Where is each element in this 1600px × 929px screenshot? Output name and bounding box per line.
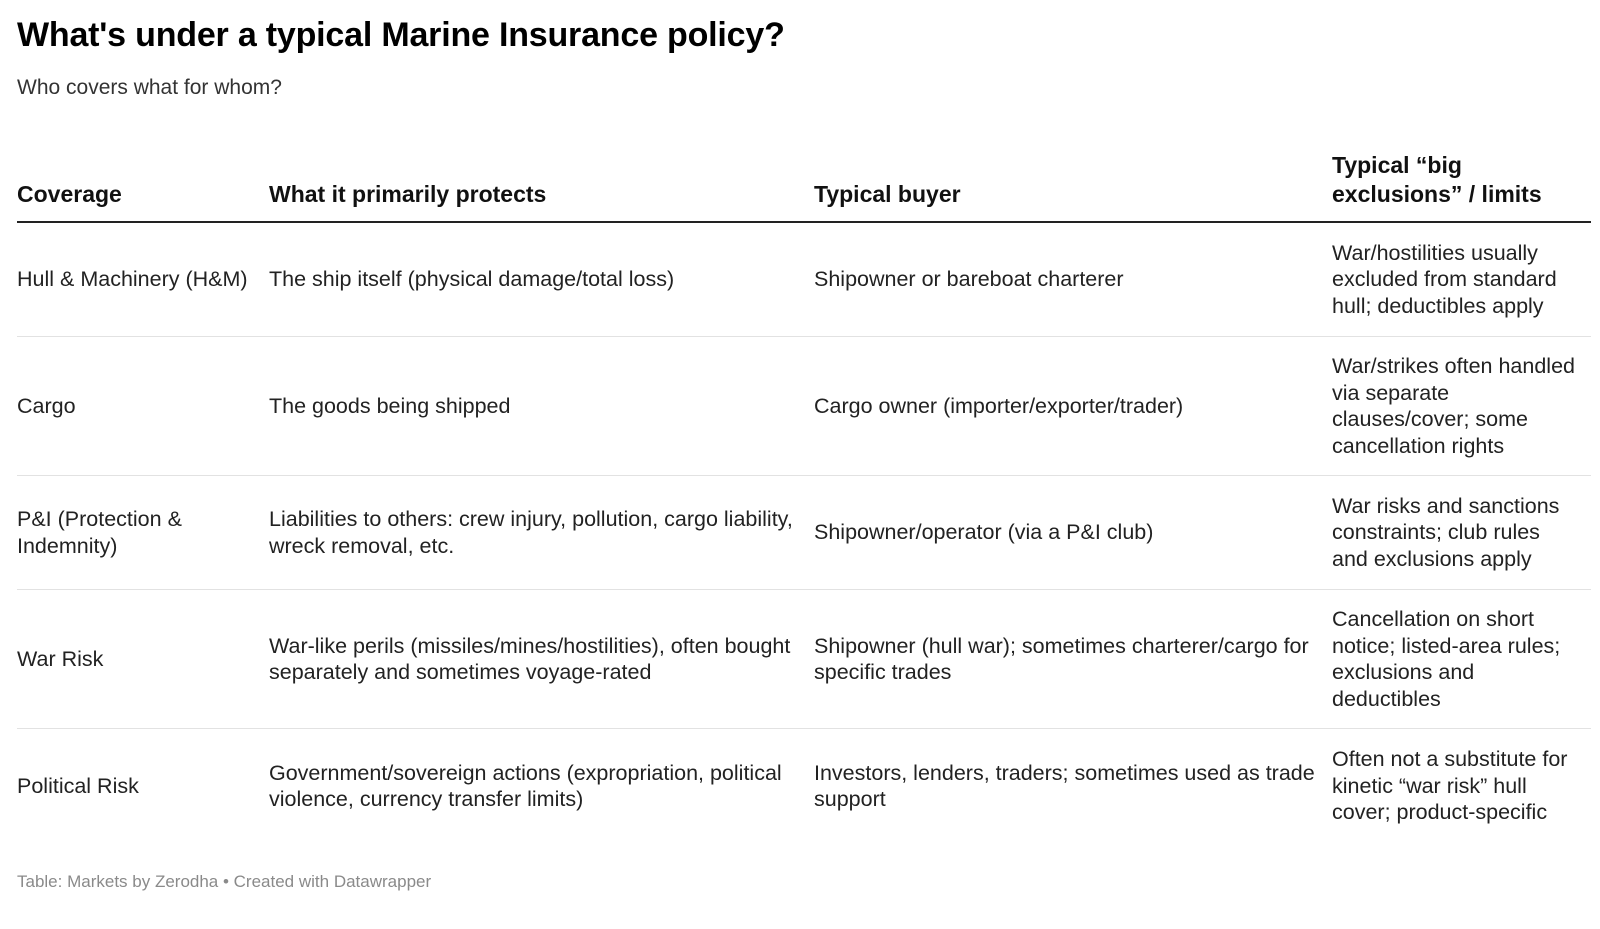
column-header-protects: What it primarily protects xyxy=(269,140,814,222)
column-header-coverage: Coverage xyxy=(17,140,269,222)
cell-exclusions: War/strikes often handled via separate clauses/cover; some cancellation rights xyxy=(1332,337,1591,476)
column-header-buyer: Typical buyer xyxy=(814,140,1332,222)
cell-buyer: Investors, lenders, traders; sometimes used as trade support xyxy=(814,760,1315,811)
page-title: What's under a typical Marine Insurance policy? xyxy=(17,16,785,54)
cell-buyer: Shipowner or bareboat charterer xyxy=(814,222,1332,337)
table-row xyxy=(17,222,1591,337)
table-row xyxy=(17,337,1591,476)
cell-protects: Liabilities to others: crew injury, pollution, cargo liability, wreck removal, etc. xyxy=(269,476,814,590)
page-subtitle: Who covers what for whom? xyxy=(17,76,282,99)
cell-buyer: Shipowner (hull war); sometimes charterer/cargo for specific trades xyxy=(814,590,1332,729)
cell-protects: Government/sovereign actions (expropriation, political violence, currency transfer limits) xyxy=(269,760,782,811)
table-row xyxy=(17,590,1591,729)
column-header-exclusions: Typical “big exclusions” / limits xyxy=(1332,140,1591,222)
cell-protects: The goods being shipped xyxy=(269,337,814,476)
cell-exclusions: War risks and sanctions constraints; club rules and exclusions apply xyxy=(1332,476,1591,590)
table-row xyxy=(17,476,1591,590)
cell-protects: War-like perils (missiles/mines/hostilities), often bought separately and sometimes voyage-rated xyxy=(269,590,814,729)
cell-coverage: War Risk xyxy=(17,590,269,729)
cell-coverage: Political Risk xyxy=(17,773,139,798)
cell-coverage: Cargo xyxy=(17,337,269,476)
cell-buyer: Shipowner/operator (via a P&I club) xyxy=(814,476,1332,590)
cell-exclusions: Cancellation on short notice; listed-area rules; exclusions and deductibles xyxy=(1332,590,1591,729)
cell-coverage: P&I (Protection & Indemnity) xyxy=(17,476,269,590)
source-footer: Table: Markets by Zerodha • Created with Datawrapper xyxy=(17,872,432,891)
coverage-table xyxy=(17,140,1591,843)
cell-exclusions: War/hostilities usually excluded from standard hull; deductibles apply xyxy=(1332,222,1591,337)
cell-protects: The ship itself (physical damage/total loss) xyxy=(269,222,814,337)
cell-buyer: Cargo owner (importer/exporter/trader) xyxy=(814,337,1332,476)
table-row xyxy=(17,729,1591,844)
cell-coverage: Hull & Machinery (H&M) xyxy=(17,222,269,337)
table-header-row xyxy=(17,140,1591,222)
cell-exclusions: Often not a substitute for kinetic “war risk” hull cover; product-specific xyxy=(1332,747,1568,825)
